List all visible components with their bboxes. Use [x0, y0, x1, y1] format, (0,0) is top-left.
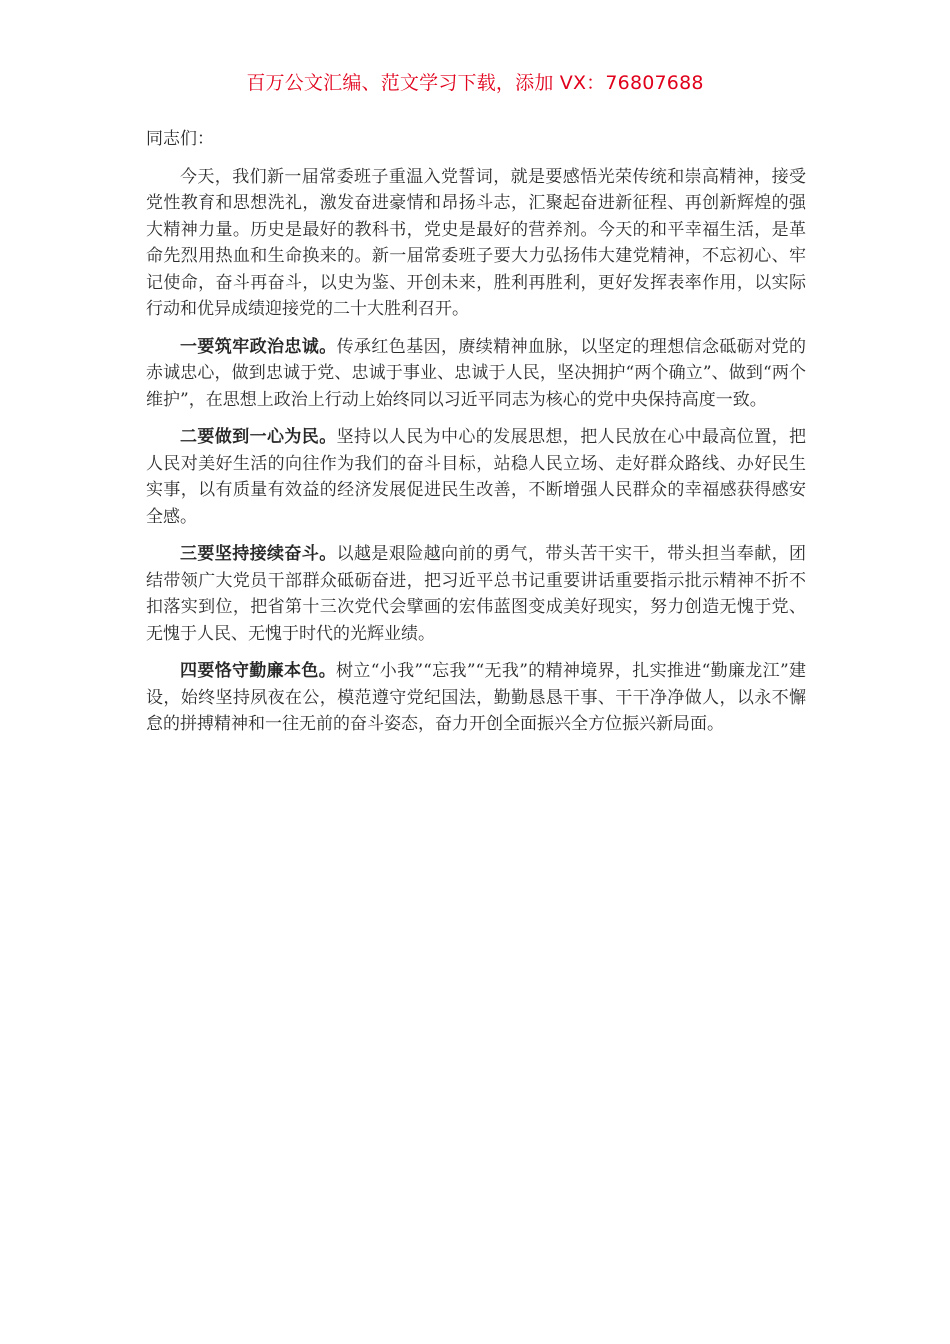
- point-text-1: 传承红色基因，赓续精神血脉，以坚定的理想信念砥砺对党的赤诚忠心，做到忠诚于党、忠诚于事业、忠诚于人民，坚决拥护“两个确立”、做到“两个维护”，在思想上政治上行动上始终同以习近平同志为核心的党中央保持高度一致。: [146, 336, 807, 410]
- point-heading-4: 四要恪守勤廉本色。: [180, 661, 337, 681]
- intro-paragraph: 今天，我们新一届常委班子重温入党誓词，就是要感悟光荣传统和崇高精神，接受党性教育和思想洗礼，激发奋进豪情和昂扬斗志，汇聚起奋进新征程、再创新辉煌的强大精神力量。历史是最好的教科书，党史是最好的营养剂。今天的和平幸福生活，是革命先烈用热血和生命换来的。新一届常委班子要大力弘扬伟大建党精神，不忘初心、牢记使命，奋斗再奋斗，以史为鉴、开创未来，胜利再胜利，更好发挥表率作用，以实际行动和优异成绩迎接党的二十大胜利召开。: [146, 166, 806, 319]
- document-body: [146, 126, 806, 749]
- point-paragraph-1: [146, 334, 806, 414]
- salutation: 同志们：: [146, 129, 214, 149]
- point-heading-2: 二要做到一心为民。: [180, 427, 337, 447]
- point-paragraph-2: [146, 424, 806, 530]
- point-paragraph-3: [146, 541, 806, 647]
- header-banner: 百万公文汇编、范文学习下载，添加 VX：76807688: [246, 72, 704, 94]
- point-text-4: 树立“小我”“忘我”“无我”的精神境界，扎实推进“勤廉龙江”建设，始终坚持夙夜在公，模范遵守党纪国法，勤勤恳恳干事、干干净净做人，以永不懈怠的拼搏精神和一往无前的奋斗姿态，奋力开创全面振兴全方位振兴新局面。: [146, 661, 807, 734]
- point-text-3: 以越是艰险越向前的勇气，带头苦干实干，带头担当奉献，团结带领广大党员干部群众砥砺奋进，把习近平总书记重要讲话重要指示批示精神不折不扣落实到位，把省第十三次党代会擘画的宏伟蓝图变成美好现实，努力创造无愧于党、无愧于人民、无愧于时代的光辉业绩。: [146, 544, 807, 644]
- point-paragraph-4: [146, 658, 806, 738]
- point-heading-1: 一要筑牢政治忠诚。: [180, 336, 337, 357]
- point-text-2: 坚持以人民为中心的发展思想，把人民放在心中最高位置，把人民对美好生活的向往作为我们的奋斗目标，站稳人民立场、走好群众路线、办好民生实事，以有质量有效益的经济发展促进民生改善，不断增强人民群众的幸福感获得感安全感。: [146, 427, 807, 527]
- point-heading-3: 三要坚持接续奋斗。: [180, 544, 337, 564]
